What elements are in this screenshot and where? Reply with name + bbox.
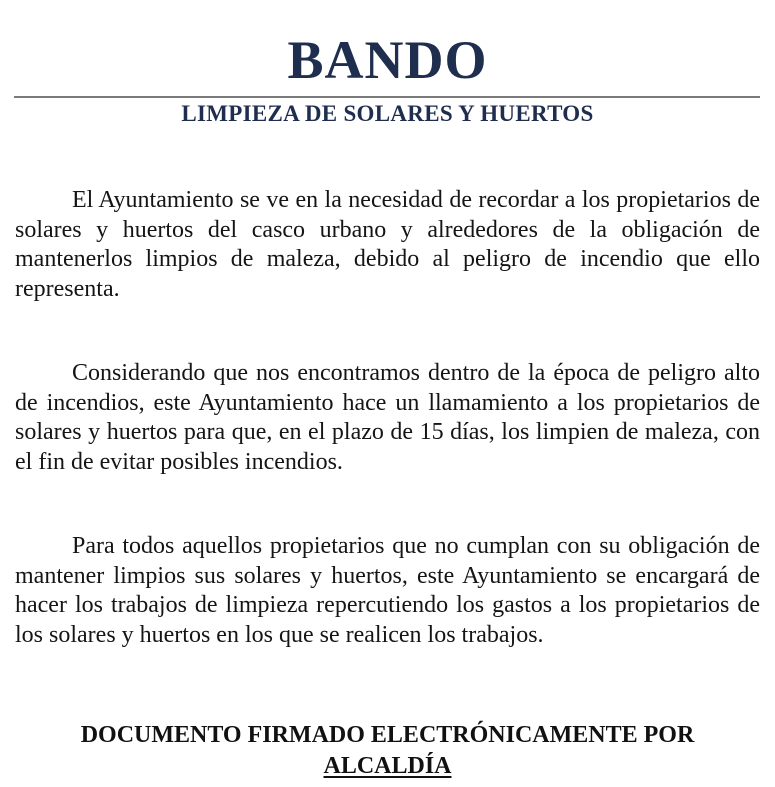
- title-divider: [14, 96, 760, 98]
- paragraph-deadline: Considerando que nos encontramos dentro de la época de peligro alto de incendios, este Ayuntamiento hace un llamamiento a los propietarios de solares y huertos para que, en el plazo de 15 días, los limpien de maleza, con el fin de evitar posibles incendios.: [15, 360, 760, 475]
- document-subtitle: LIMPIEZA DE SOLARES Y HUERTOS: [181, 101, 594, 126]
- signatory-name: ALCALDÍA: [323, 753, 452, 779]
- paragraph-consequences: Para todos aquellos propietarios que no cumplan con su obligación de mantener limpios sus solares y huertos, este Ayuntamiento se encargará de hacer los trabajos de limpieza repercutiendo los gastos a los propietarios de los solares y huertos en los que se realicen los trabajos.: [15, 533, 760, 648]
- signature-statement: DOCUMENTO FIRMADO ELECTRÓNICAMENTE POR: [80, 722, 695, 748]
- signatory-block: [0, 751, 775, 781]
- paragraph-reminder: El Ayuntamiento se ve en la necesidad de recordar a los propietarios de solares y huertos del casco urbano y alrededores de la obligación de mantenerlos limpios de maleza, debido al peligro de incendio que ello representa.: [15, 187, 760, 302]
- document-title: BANDO: [287, 30, 488, 90]
